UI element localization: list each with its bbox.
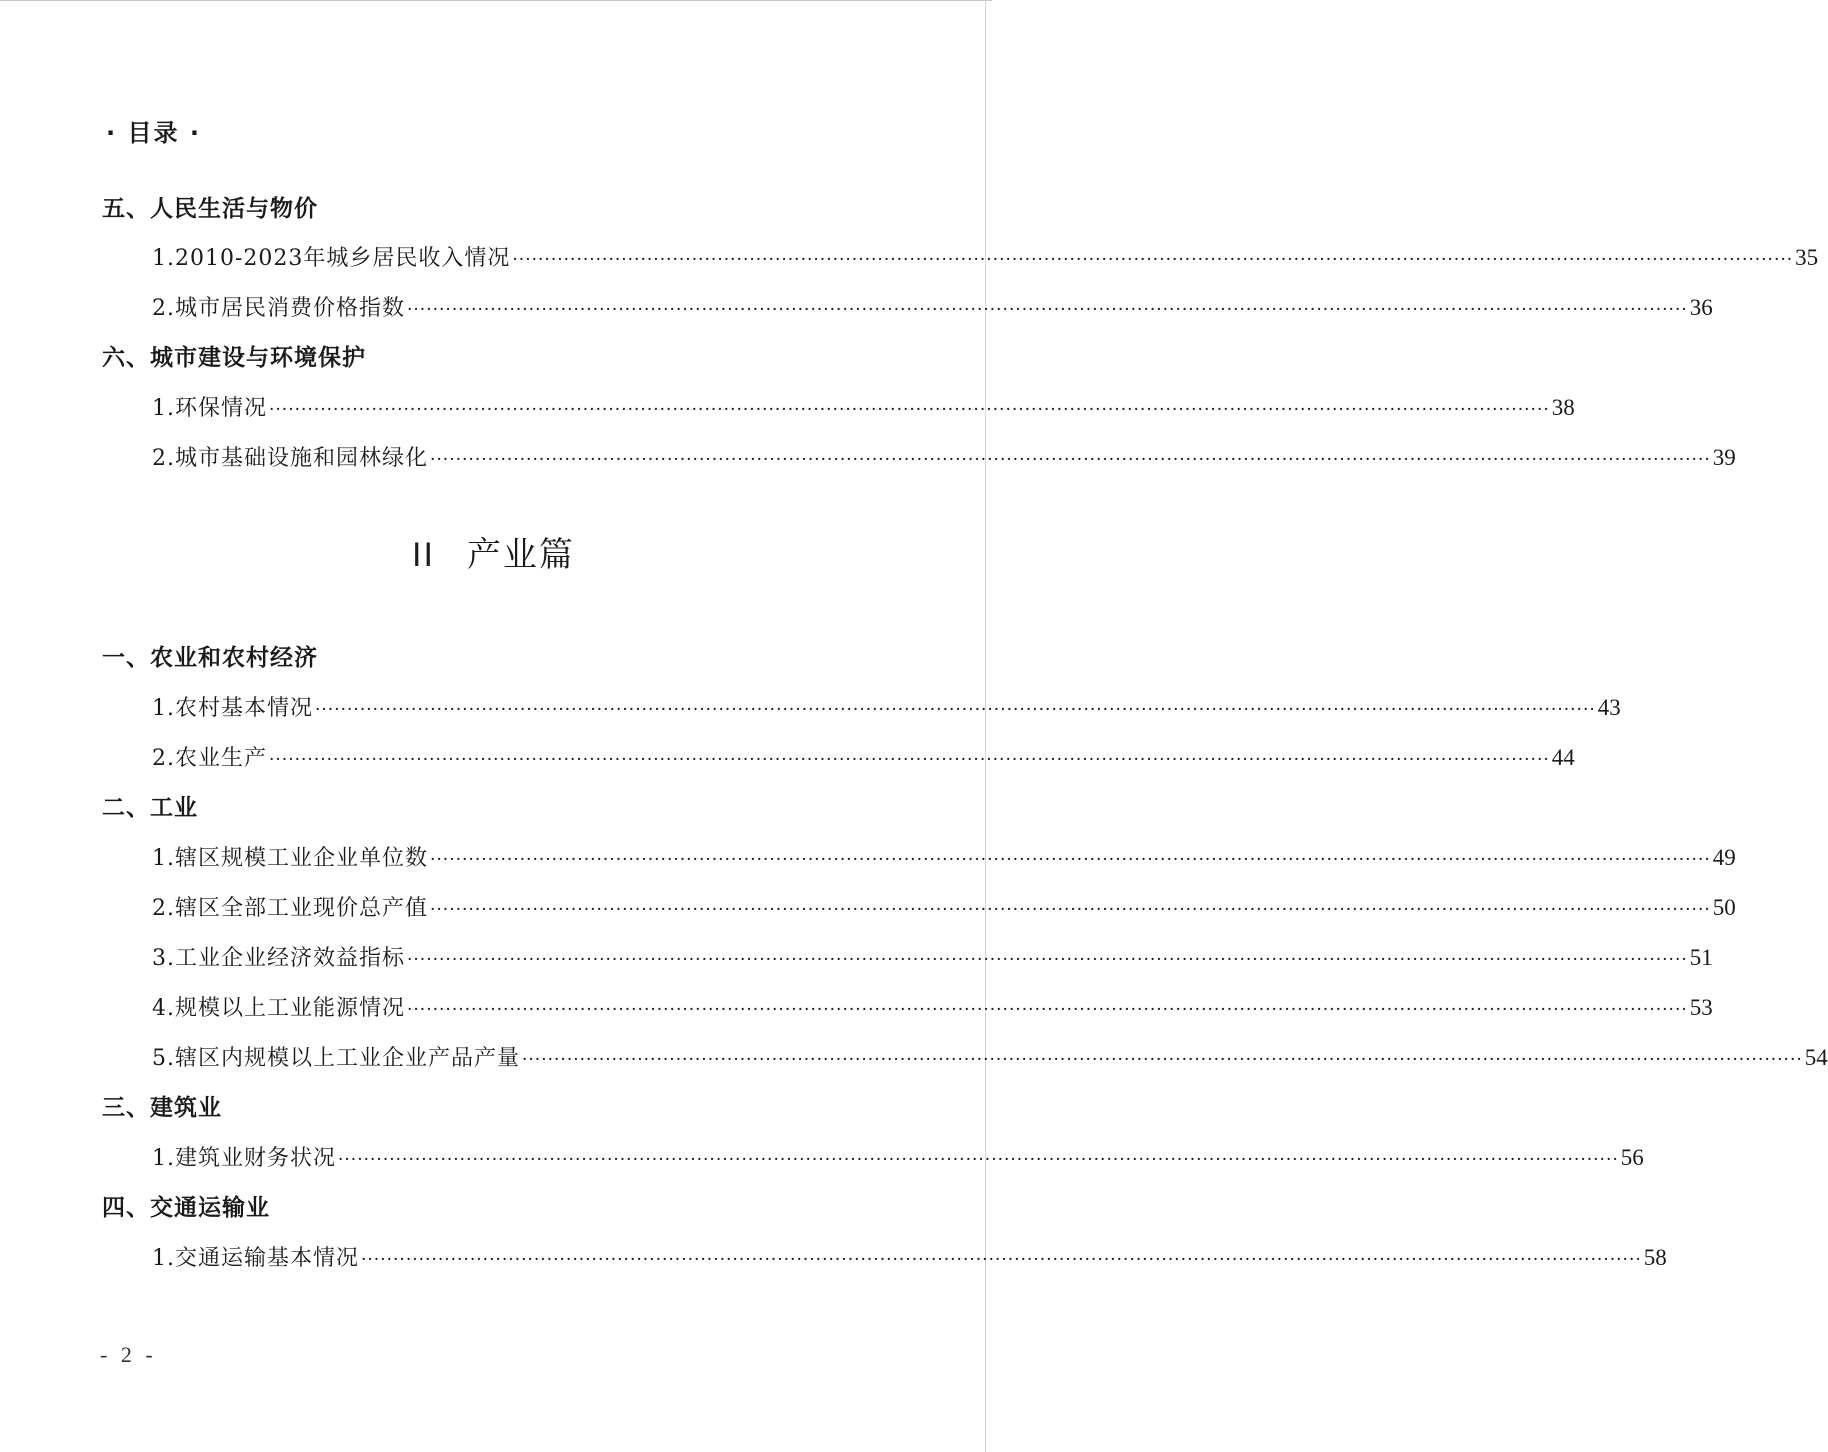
toc-entry-page: 49: [1712, 845, 1736, 870]
dot-leader: ········································································································································································································: [315, 700, 1596, 720]
toc-entry[interactable]: [152, 941, 1713, 975]
toc-entry[interactable]: [152, 1141, 1644, 1175]
toc-entry-label: 3.工业企业经济效益指标: [152, 946, 405, 971]
dot-leader: ········································································································································································································: [430, 900, 1711, 920]
dot-leader: ········································································································································································································: [407, 300, 1688, 320]
toc-entry-label: 2.辖区全部工业现价总产值: [152, 896, 428, 921]
running-header: · 目录 ·: [106, 119, 201, 147]
toc-entry-label: 1.环保情况: [152, 396, 267, 421]
toc-entry[interactable]: [152, 241, 1819, 275]
toc-entry-page: 36: [1689, 295, 1713, 320]
toc-entry-label: 2.城市基础设施和园林绿化: [152, 446, 428, 471]
section-heading-transport: 四、交通运输业: [102, 1195, 270, 1221]
toc-entry-label: 4.规模以上工业能源情况: [152, 996, 405, 1021]
toc-entry[interactable]: [152, 891, 1736, 925]
toc-entry-label: 2.农业生产: [152, 746, 267, 771]
toc-entry-page: 53: [1689, 995, 1713, 1020]
part-numeral: II: [412, 536, 435, 574]
toc-entry[interactable]: [152, 391, 1575, 425]
toc-entry-label: 1.辖区规模工业企业单位数: [152, 846, 428, 871]
dot-leader: ········································································································································································································: [407, 1000, 1688, 1020]
top-border: [0, 0, 992, 1]
dot-leader: ········································································································································································································: [407, 950, 1688, 970]
section-heading-construction: 三、建筑业: [102, 1095, 222, 1121]
toc-entry[interactable]: [152, 441, 1736, 475]
toc-entry[interactable]: [152, 741, 1575, 775]
section-heading-industry: 二、工业: [102, 795, 198, 821]
toc-entry-page: 54: [1804, 1045, 1828, 1070]
toc-entry[interactable]: [152, 691, 1621, 725]
dot-leader: ········································································································································································································: [269, 750, 1550, 770]
section-heading-agriculture: 一、农业和农村经济: [102, 645, 318, 671]
toc-entry-label: 1.农村基本情况: [152, 696, 313, 721]
toc-entry-page: 35: [1795, 245, 1819, 270]
toc-entry[interactable]: [152, 841, 1736, 875]
dot-leader: ········································································································································································································: [512, 250, 1794, 270]
dot-leader: ········································································································································································································: [338, 1150, 1619, 1170]
toc-entry-page: 58: [1643, 1245, 1667, 1270]
dot-leader: ········································································································································································································: [361, 1250, 1642, 1270]
toc-entry-page: 50: [1712, 895, 1736, 920]
toc-entry-page: 39: [1712, 445, 1736, 470]
toc-entry-page: 38: [1551, 395, 1575, 420]
toc-entry[interactable]: [152, 1041, 1828, 1075]
toc-entry-page: 44: [1551, 745, 1575, 770]
toc-entry-page: 43: [1597, 695, 1621, 720]
toc-entry-label: 1.2010-2023年城乡居民收入情况: [152, 246, 511, 271]
toc-entry-label: 1.建筑业财务状况: [152, 1146, 336, 1171]
toc-entry[interactable]: [152, 291, 1713, 325]
dot-leader: ········································································································································································································: [522, 1050, 1803, 1070]
dot-leader: ········································································································································································································: [269, 400, 1550, 420]
toc-entry-label: 2.城市居民消费价格指数: [152, 296, 405, 321]
toc-entry-label: 1.交通运输基本情况: [152, 1246, 359, 1271]
toc-entry-page: 51: [1689, 945, 1713, 970]
toc-entry-label: 5.辖区内规模以上工业企业产品产量: [152, 1046, 520, 1071]
dot-leader: ········································································································································································································: [430, 450, 1711, 470]
part-title: [412, 532, 575, 579]
toc-entry-page: 56: [1620, 1145, 1644, 1170]
page-number: - 2 -: [100, 1342, 157, 1367]
section-heading-urban-construction: 六、城市建设与环境保护: [102, 345, 366, 371]
toc-entry[interactable]: [152, 991, 1713, 1025]
toc-entry[interactable]: [152, 1241, 1667, 1275]
part-title-text: 产业篇: [466, 537, 575, 574]
section-heading-people-life: 五、人民生活与物价: [102, 196, 318, 222]
dot-leader: ········································································································································································································: [430, 850, 1711, 870]
